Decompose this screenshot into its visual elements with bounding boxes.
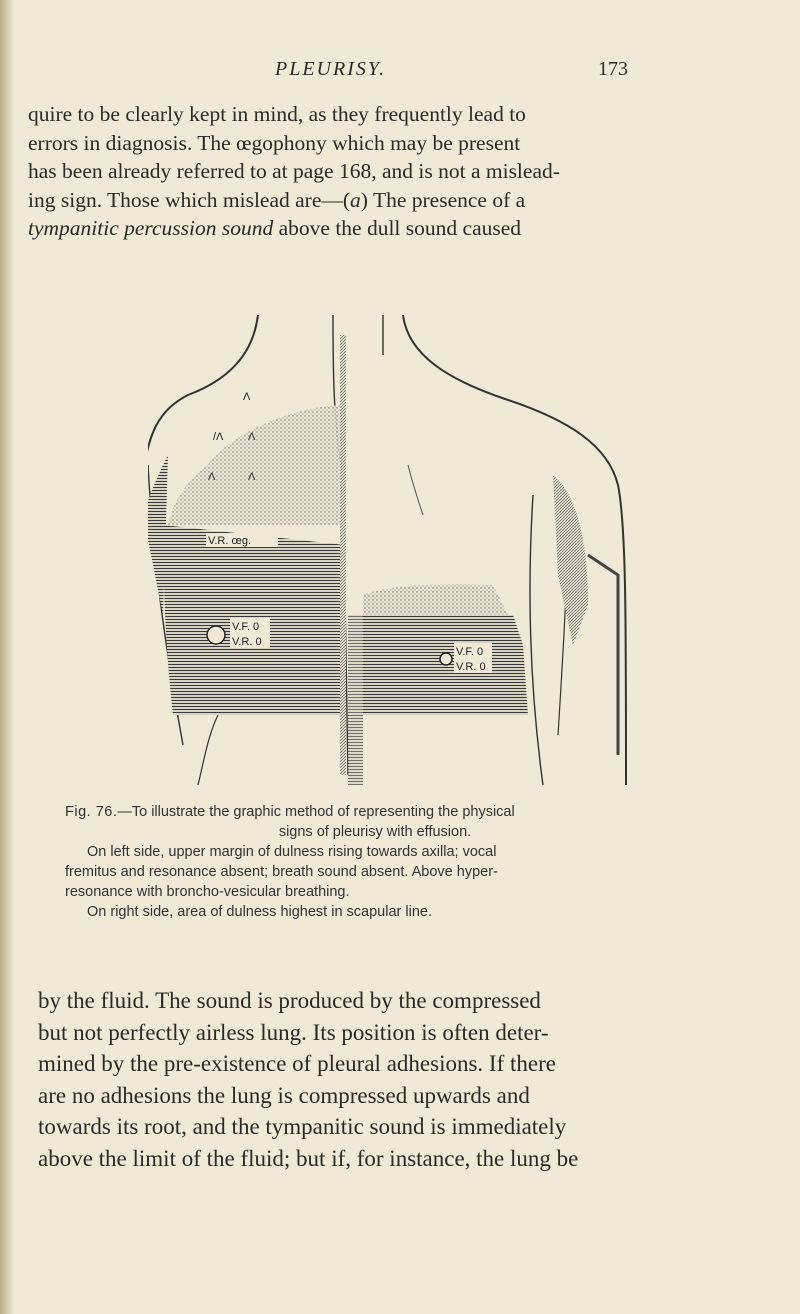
text-line: has been already referred to at page 168, and is not a mislead- — [28, 159, 560, 184]
back-torso — [348, 315, 626, 785]
paragraph-bottom — [38, 985, 760, 1174]
page-binding-edge — [0, 0, 14, 1314]
figure-caption — [65, 802, 685, 922]
vf0-right-label: V.F. 0 — [456, 646, 484, 658]
text-line — [28, 186, 768, 215]
vr0-left-label: V.R. 0 — [232, 636, 262, 648]
text-line — [28, 214, 768, 243]
svg-text:Λ: Λ — [243, 391, 251, 403]
caption-title — [65, 802, 685, 822]
front-torso — [148, 315, 348, 785]
caption-line: On left side, upper margin of dulness rising towards axilla; vocal — [87, 844, 497, 860]
text-line: towards its root, and the tympanitic sound is immediately — [38, 1114, 567, 1139]
vr-oeg-label: V.R. œg. — [208, 535, 251, 547]
page-number: 173 — [598, 58, 628, 80]
svg-text:/Λ: /Λ — [213, 431, 224, 443]
running-head — [0, 58, 800, 88]
text-line: quire to be clearly kept in mind, as they frequently lead to — [28, 102, 526, 126]
text-fragment-italic: a — [350, 187, 361, 212]
caption-line: resonance with broncho-vesicular breathing. — [65, 884, 350, 900]
text-line: errors in diagnosis. The œgophony which may be present — [28, 130, 521, 155]
text-line: mined by the pre-existence of pleural adhesions. If there — [38, 1051, 556, 1076]
caption-title-text: —To illustrate the graphic method of representing the physical — [117, 804, 515, 820]
text-line: above the limit of the fluid; but if, for instance, the lung be — [38, 1145, 579, 1171]
text-fragment: ) The presence of a — [360, 187, 526, 212]
paragraph-top — [28, 100, 768, 243]
vr0-right-label: V.R. 0 — [456, 661, 486, 673]
vf0-left-label: V.F. 0 — [232, 621, 260, 633]
svg-text:Λ: Λ — [248, 471, 256, 483]
text-line: by the fluid. The sound is produced by the compressed — [38, 988, 541, 1013]
anatomical-figure — [148, 315, 693, 785]
text-line: are no adhesions the lung is compressed upwards and — [38, 1082, 530, 1108]
figure-number: Fig. 76. — [65, 804, 118, 820]
caption-line: On right side, area of dulness highest in scapular line. — [87, 904, 432, 920]
caption-title-continued: signs of pleurisy with effusion. — [278, 824, 472, 840]
svg-text:Λ: Λ — [208, 471, 216, 483]
text-fragment: above the dull sound caused — [273, 216, 522, 241]
text-line: but not perfectly airless lung. Its position is often deter- — [38, 1019, 549, 1045]
caption-line: fremitus and resonance absent; breath sound absent. Above hyper- — [65, 864, 498, 880]
svg-text:Λ: Λ — [248, 431, 256, 443]
running-title: PLEURISY. — [275, 58, 387, 80]
text-fragment: ing sign. Those which mislead are—( — [28, 187, 351, 212]
emphasis-text: tympanitic percussion sound — [28, 216, 274, 241]
